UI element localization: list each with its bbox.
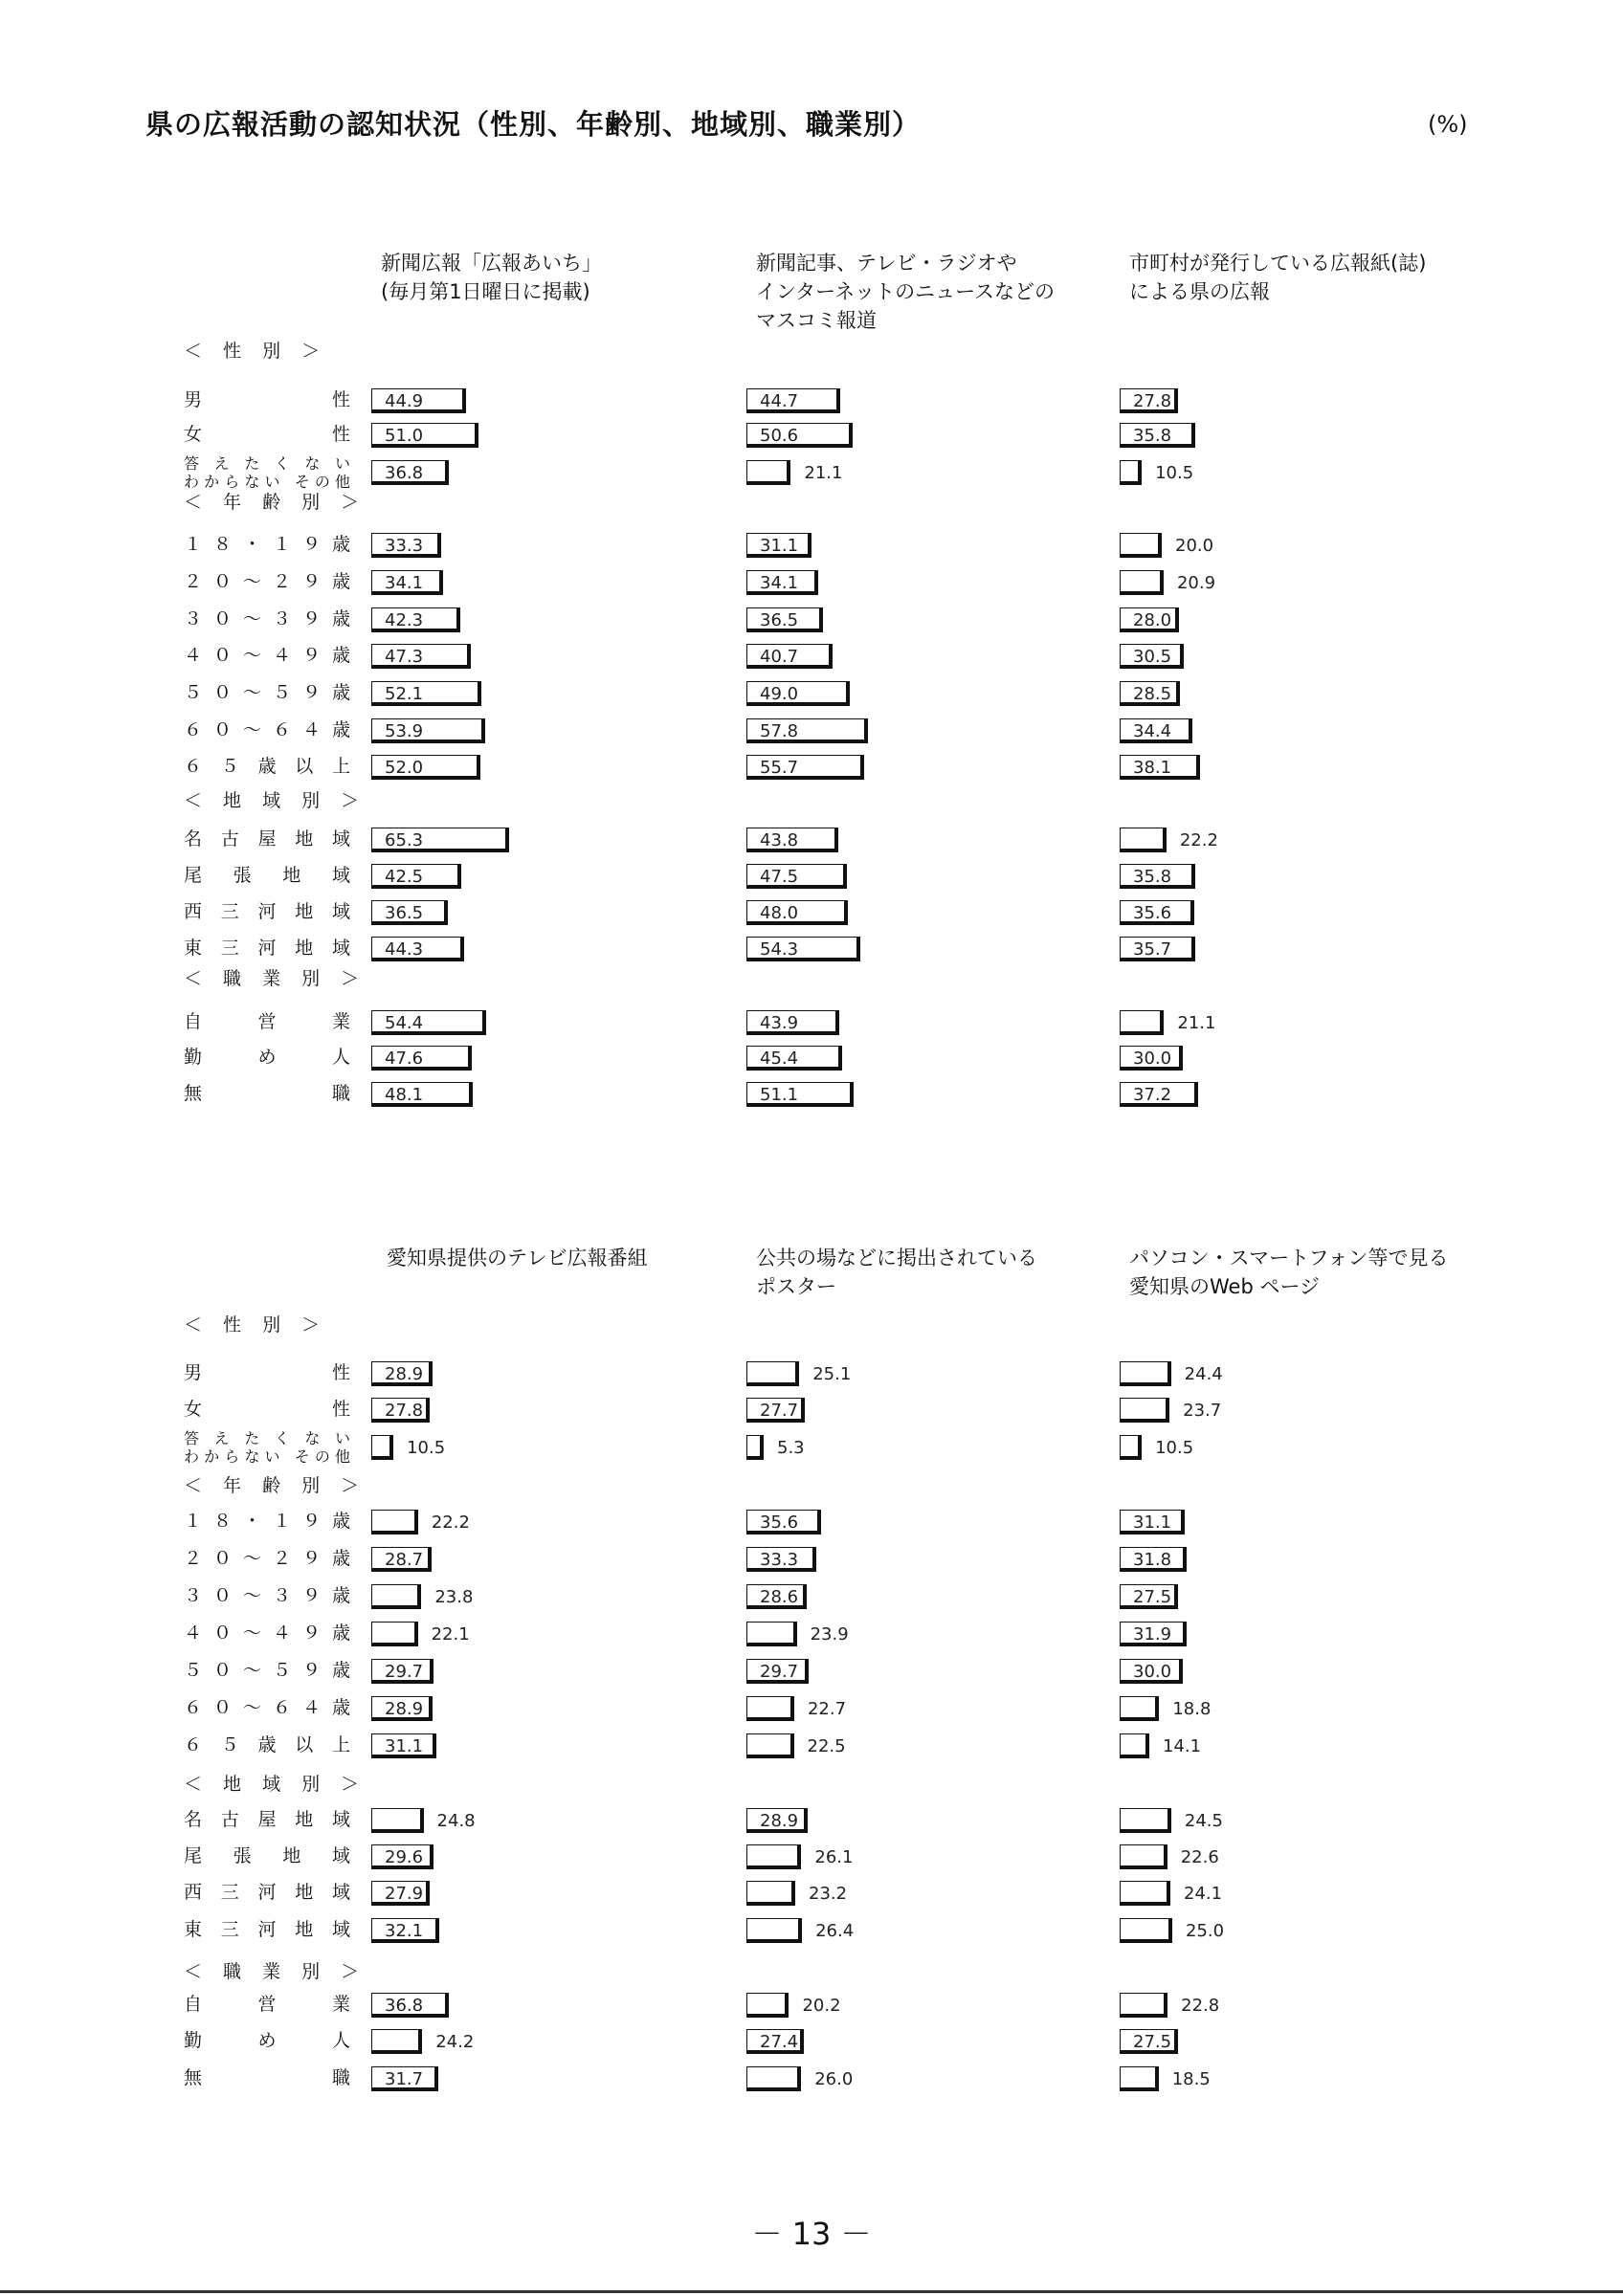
bar [1120,570,1164,595]
data-label: 36.5 [760,610,799,630]
data-label: 26.1 [814,1847,854,1867]
data-label: 26.4 [815,1921,855,1941]
bar [371,2029,422,2054]
row-label: 女 性 [184,424,350,445]
row-label: ６５歳以上 [184,756,350,777]
data-label: 28.9 [385,1364,424,1384]
data-label: 21.1 [804,463,843,483]
page-number: － 13 － [751,2216,872,2252]
data-label: 34.1 [760,573,799,593]
row-label: 尾張地域 [184,1845,350,1866]
bar [746,1696,794,1721]
row-label: 名古屋地域 [184,1809,350,1830]
bar [1120,2066,1159,2091]
data-label: 27.5 [1133,1587,1172,1607]
data-label: 55.7 [760,758,799,778]
data-label: 48.0 [760,903,799,923]
chart-title: パソコン・スマートフォン等で見る 愛知県のWeb ページ [1129,1247,1449,1298]
data-label: 37.2 [1133,1085,1172,1105]
data-label: 36.8 [385,1996,424,2016]
data-label: 26.0 [814,2069,854,2089]
bar [371,1435,393,1460]
row-label: 勤め人 [184,1047,350,1068]
bar [371,1622,418,1646]
bar [1120,1808,1171,1833]
data-label: 10.5 [407,1438,446,1458]
bar [746,1881,795,1906]
data-label: 27.7 [760,1401,799,1421]
data-label: 53.9 [385,721,424,741]
row-label: 勤め人 [184,2030,350,2051]
data-label: 42.5 [385,867,424,887]
data-label: 35.8 [1133,867,1172,887]
data-label: 31.8 [1133,1550,1172,1570]
data-label: 27.4 [760,2032,799,2052]
data-label: 40.7 [760,647,799,667]
bar [1120,1881,1170,1906]
bar [746,1435,764,1460]
unit-label: (%) [1428,111,1468,138]
data-label: 20.2 [802,1996,841,2016]
bar [746,460,790,485]
data-label: 25.0 [1186,1921,1225,1941]
bar [746,1622,797,1646]
bar [746,2066,801,2091]
data-label: 27.8 [385,1401,424,1421]
section-header: ＜ 職 業 別 ＞ [184,1961,367,1982]
chart-title: 市町村が発行している広報紙(誌) による県の広報 [1129,252,1427,303]
row-label: ５０～５９歳 [184,682,350,703]
data-label: 31.7 [385,2069,424,2089]
row-label: 答えたくない わからない その他 [184,454,350,491]
data-label: 27.5 [1133,2032,1172,2052]
section-header: ＜ 職 業 別 ＞ [184,968,367,989]
data-label: 65.3 [385,830,424,850]
data-label: 14.1 [1163,1736,1202,1756]
bar [746,1733,794,1758]
row-label: ４０～４９歳 [184,1623,350,1644]
row-label: ２０～２９歳 [184,1548,350,1569]
data-label: 25.1 [812,1364,852,1384]
data-label: 50.6 [760,426,799,446]
data-label: 10.5 [1155,1438,1194,1458]
bar [1120,1918,1172,1943]
row-label: 女 性 [184,1399,350,1420]
row-label: 男 性 [184,389,350,410]
data-label: 21.1 [1177,1013,1216,1033]
data-label: 22.8 [1181,1996,1220,2016]
data-label: 22.6 [1180,1847,1219,1867]
data-label: 52.0 [385,758,424,778]
chart-title: 新聞広報「広報あいち」 (毎月第1日曜日に掲載) [381,252,602,303]
row-label: 無職 [184,2067,350,2088]
data-label: 29.6 [385,1847,424,1867]
data-label: 30.0 [1133,1662,1172,1682]
section-header: ＜ 性 別 ＞ [184,1314,328,1336]
data-label: 22.5 [807,1736,846,1756]
row-label: 答えたくない わからない その他 [184,1429,350,1466]
data-label: 29.7 [385,1662,424,1682]
data-label: 49.0 [760,684,799,704]
bar [1120,1010,1164,1035]
bar [1120,1844,1167,1869]
row-label: 尾張地域 [184,865,350,886]
row-label: 男 性 [184,1362,350,1383]
bar [371,1808,424,1833]
data-label: 33.3 [760,1550,799,1570]
data-label: 33.3 [385,536,424,556]
row-label: ６５歳以上 [184,1734,350,1755]
bar [1120,1361,1171,1386]
data-label: 43.8 [760,830,799,850]
data-label: 23.8 [434,1587,474,1607]
chart-title: 公共の場などに掲出されている ポスター [756,1247,1037,1298]
data-label: 47.5 [760,867,799,887]
row-label: ２０～２９歳 [184,571,350,592]
data-label: 22.7 [807,1699,847,1719]
data-label: 45.4 [760,1049,799,1069]
data-label: 36.8 [385,463,424,483]
data-label: 5.3 [777,1438,805,1458]
row-label: 名古屋地域 [184,828,350,850]
bottom-rule [0,2290,1623,2293]
data-label: 44.7 [760,391,799,411]
data-label: 47.3 [385,647,424,667]
data-label: 22.2 [431,1512,470,1533]
data-label: 35.6 [760,1512,799,1533]
data-label: 28.7 [385,1550,424,1570]
data-label: 29.7 [760,1662,799,1682]
chart-title: 愛知県提供のテレビ広報番組 [387,1247,648,1269]
data-label: 23.2 [809,1884,848,1904]
data-label: 28.5 [1133,684,1172,704]
bar [746,1993,789,2018]
row-label: １８・１９歳 [184,1511,350,1532]
data-label: 24.8 [436,1811,476,1831]
data-label: 54.4 [385,1013,424,1033]
data-label: 57.8 [760,721,799,741]
data-label: 34.4 [1133,721,1172,741]
row-label: 西三河地域 [184,901,350,922]
page-title: 県の広報活動の認知状況（性別、年齢別、地域別、職業別） [145,108,922,141]
bar [1120,1993,1167,2018]
section-header: ＜ 地 域 別 ＞ [184,790,367,811]
bar [1120,1435,1142,1460]
data-label: 51.0 [385,426,424,446]
row-label: ３０～３９歳 [184,1585,350,1606]
data-label: 28.6 [760,1587,799,1607]
bar [746,1918,802,1943]
data-label: 43.9 [760,1013,799,1033]
data-label: 47.6 [385,1049,424,1069]
row-label: 西三河地域 [184,1882,350,1903]
section-header: ＜ 年 齢 別 ＞ [184,492,367,513]
data-label: 24.2 [435,2032,475,2052]
data-label: 22.2 [1179,830,1218,850]
data-label: 31.1 [760,536,799,556]
data-label: 28.9 [760,1811,799,1831]
bar [371,1510,418,1534]
data-label: 30.5 [1133,647,1172,667]
row-label: １８・１９歳 [184,534,350,555]
row-label: ５０～５９歳 [184,1660,350,1681]
data-label: 35.8 [1133,426,1172,446]
bar [371,1584,421,1609]
bar [1120,460,1142,485]
data-label: 24.5 [1184,1811,1223,1831]
data-label: 35.6 [1133,903,1172,923]
data-label: 51.1 [760,1085,799,1105]
row-label: ６０～６４歳 [184,1697,350,1718]
bar [1120,1696,1159,1721]
bar [1120,828,1167,852]
bar [746,1844,801,1869]
row-label: 自営業 [184,1994,350,2015]
data-label: 44.9 [385,391,424,411]
bar [746,1361,799,1386]
data-label: 54.3 [760,939,799,960]
bar [1120,533,1162,558]
data-label: 23.9 [810,1624,849,1645]
data-label: 36.5 [385,903,424,923]
data-label: 31.9 [1133,1624,1172,1645]
data-label: 20.9 [1176,573,1216,593]
section-header: ＜ 年 齢 別 ＞ [184,1475,367,1496]
row-label: ４０～４９歳 [184,645,350,666]
data-label: 32.1 [385,1921,424,1941]
data-label: 34.1 [385,573,424,593]
data-label: 18.8 [1172,1699,1212,1719]
data-label: 30.0 [1133,1049,1172,1069]
data-label: 31.1 [385,1736,424,1756]
data-label: 20.0 [1175,536,1214,556]
data-label: 31.1 [1133,1512,1172,1533]
row-label: ３０～３９歳 [184,608,350,629]
row-label: 無職 [184,1083,350,1104]
data-label: 24.1 [1184,1884,1223,1904]
data-label: 23.7 [1183,1401,1222,1421]
data-label: 27.9 [385,1884,424,1904]
row-label: ６０～６４歳 [184,719,350,740]
data-label: 38.1 [1133,758,1172,778]
data-label: 22.1 [431,1624,470,1645]
data-label: 44.3 [385,939,424,960]
chart-title: 新聞記事、テレビ・ラジオや インターネットのニュースなどの マスコミ報道 [756,252,1056,332]
bar [1120,1733,1149,1758]
data-label: 35.7 [1133,939,1172,960]
data-label: 28.9 [385,1699,424,1719]
data-label: 52.1 [385,684,424,704]
bar [1120,1398,1169,1423]
row-label: 東三河地域 [184,938,350,959]
data-label: 10.5 [1155,463,1194,483]
data-label: 18.5 [1171,2069,1211,2089]
row-label: 自営業 [184,1011,350,1032]
data-label: 48.1 [385,1085,424,1105]
data-label: 42.3 [385,610,424,630]
data-label: 28.0 [1133,610,1172,630]
section-header: ＜ 性 別 ＞ [184,341,328,362]
section-header: ＜ 地 域 別 ＞ [184,1774,367,1795]
row-label: 東三河地域 [184,1919,350,1940]
data-label: 27.8 [1133,391,1172,411]
data-label: 24.4 [1184,1364,1223,1384]
